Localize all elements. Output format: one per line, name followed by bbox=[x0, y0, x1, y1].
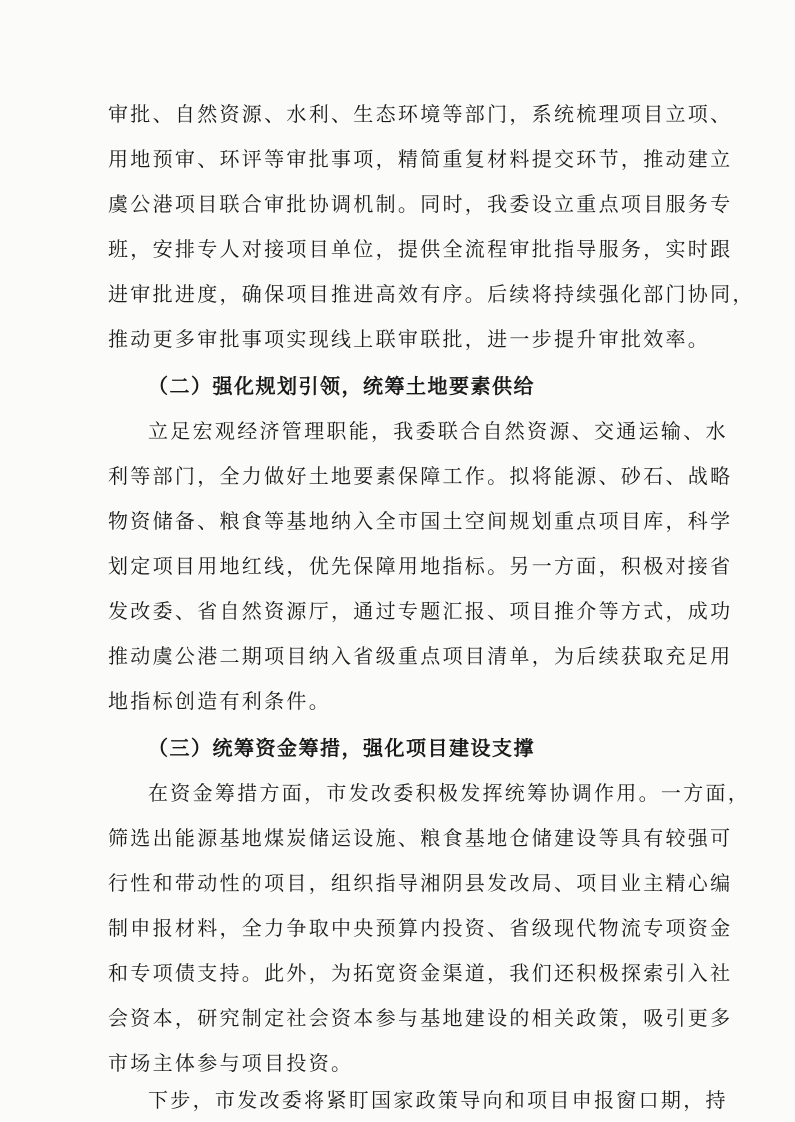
body-text-line: 和专项债支持。此外，为拓宽资金渠道，我们还积极探索引入社 bbox=[108, 961, 733, 985]
section-heading-3: （三）统筹资金筹措，强化项目建设支撑 bbox=[148, 736, 535, 760]
body-text-line: 划定项目用地红线，优先保障用地指标。另一方面，积极对接省 bbox=[108, 554, 733, 578]
body-text-line: 进审批进度，确保项目推进高效有序。后续将持续强化部门协同， bbox=[108, 282, 755, 306]
body-text-line: 制申报材料，全力争取中央预算内投资、省级现代物流专项资金 bbox=[108, 916, 733, 940]
body-text-line: 物资储备、粮食等基地纳入全市国土空间规划重点项目库，科学 bbox=[108, 509, 733, 533]
paragraph-first-line: 立足宏观经济管理职能，我委联合自然资源、交通运输、水 bbox=[148, 419, 728, 443]
body-text-line: 利等部门，全力做好土地要素保障工作。拟将能源、砂石、战略 bbox=[108, 464, 733, 488]
body-text-line: 地指标创造有利条件。 bbox=[108, 689, 331, 713]
body-text-line: 推动更多审批事项实现线上联审联批，进一步提升审批效率。 bbox=[108, 327, 711, 351]
section-heading-2: （二）强化规划引领，统筹土地要素供给 bbox=[148, 374, 535, 398]
body-text-line: 推动虞公港二期项目纳入省级重点项目清单，为后续获取充足用 bbox=[108, 644, 733, 668]
body-text-line: 会资本，研究制定社会资本参与基地建设的相关政策，吸引更多 bbox=[108, 1006, 733, 1030]
body-text-line: 虞公港项目联合审批协调机制。同时，我委设立重点项目服务专 bbox=[108, 192, 733, 216]
body-text-line: 行性和带动性的项目，组织指导湘阴县发改局、项目业主精心编 bbox=[108, 871, 733, 895]
paragraph-first-line: 下步，市发改委将紧盯国家政策导向和项目申报窗口期，持 bbox=[148, 1088, 728, 1112]
body-text-line: 审批、自然资源、水利、生态环境等部门，系统梳理项目立项、 bbox=[108, 102, 733, 126]
body-text-line: 筛选出能源基地煤炭储运设施、粮食基地仓储建设等具有较强可 bbox=[108, 826, 733, 850]
body-text-line: 发改委、省自然资源厅，通过专题汇报、项目推介等方式，成功 bbox=[108, 599, 733, 623]
body-text-line: 用地预审、环评等审批事项，精简重复材料提交环节，推动建立 bbox=[108, 147, 733, 171]
body-text-line: 市场主体参与项目投资。 bbox=[108, 1051, 354, 1075]
body-text-line: 班，安排专人对接项目单位，提供全流程审批指导服务，实时跟 bbox=[108, 237, 733, 261]
paragraph-first-line: 在资金筹措方面，市发改委积极发挥统筹协调作用。一方面， bbox=[148, 781, 751, 805]
